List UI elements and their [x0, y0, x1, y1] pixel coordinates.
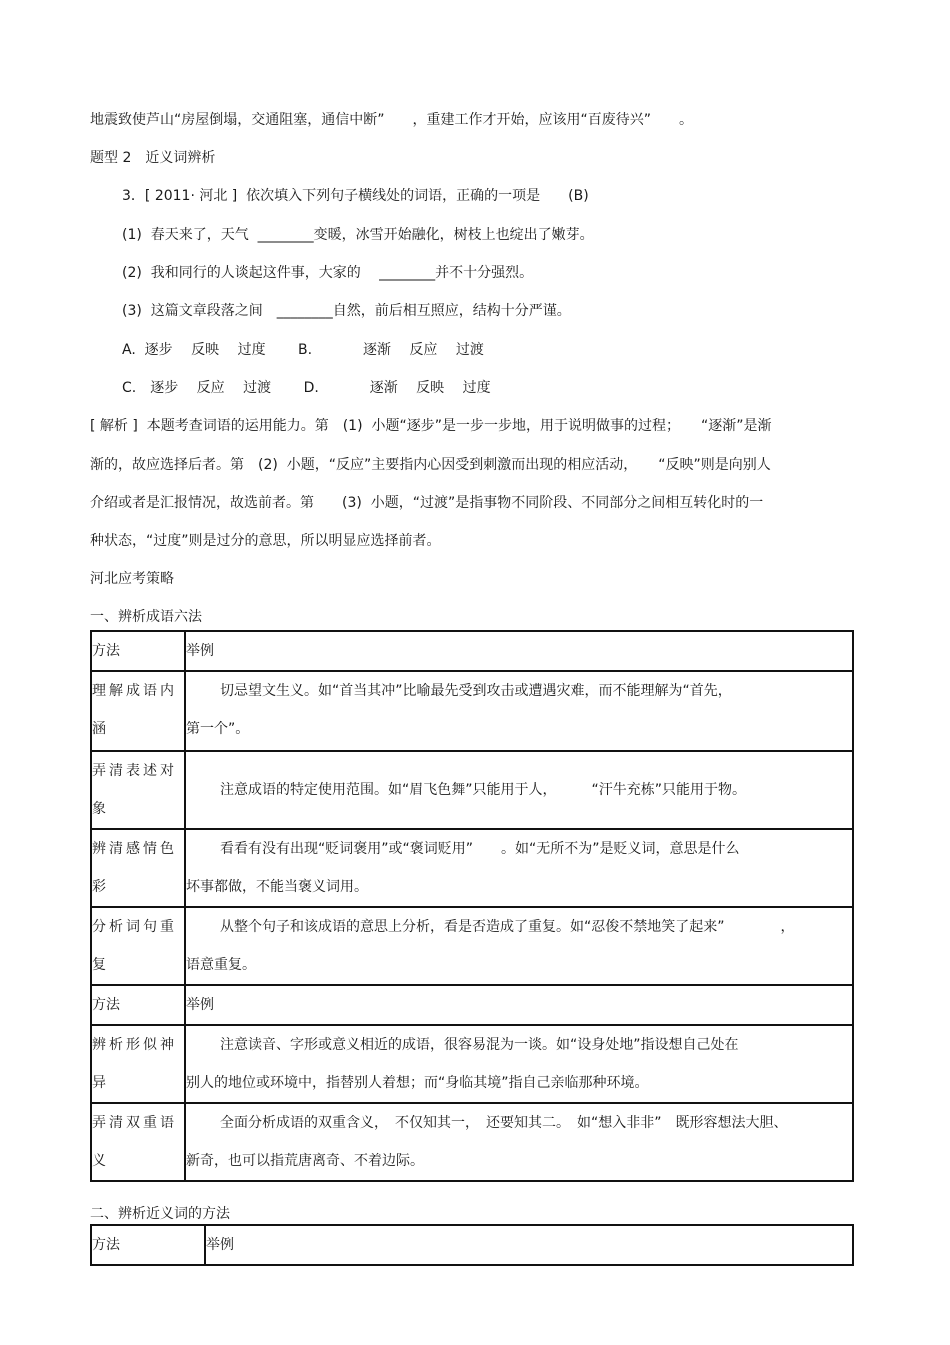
method-cell: 弄清表述对 象	[91, 751, 185, 829]
idiom-methods-heading: 一、辨析成语六法	[90, 609, 202, 625]
analysis-line-4: 种状态，“过度”则是过分的意思，所以明显应选择前者。	[90, 533, 441, 549]
header-method: 方法	[91, 631, 185, 671]
method-cell: 辨清感情色 彩	[91, 829, 185, 907]
analysis-line-2: 渐的，故应选择后者。第 (2) 小题，“反应”主要指内心因受到刺激而出现的相应活动， “反映”则是向别人	[90, 457, 771, 473]
example-cell: 注意成语的特定使用范围。如“眉飞色舞”只能用于人， “汗牛充栋”只能用于物。	[185, 751, 853, 829]
synonym-methods-table	[90, 1224, 854, 1266]
table-row	[91, 671, 853, 751]
table-header-row-repeat	[91, 985, 853, 1025]
options-a-b: A. 逐步 反映 过度 B. 逐渐 反应 过渡	[122, 342, 484, 358]
table-header-row	[91, 1225, 853, 1265]
idiom-methods-table	[90, 630, 854, 1182]
method-cell: 理解成语内 涵	[91, 671, 185, 751]
method-cell: 分析词句重 复	[91, 907, 185, 985]
table-row	[91, 907, 853, 985]
table-row	[91, 1025, 853, 1103]
sentence-2: (2) 我和同行的人谈起这件事，大家的 ________并不十分强烈。	[122, 265, 534, 281]
method-cell: 辨析形似神 异	[91, 1025, 185, 1103]
table-row	[91, 829, 853, 907]
section-heading-type2: 题型 2 近义词辨析	[90, 150, 216, 166]
header-method: 方法	[91, 985, 185, 1025]
sentence-3: (3) 这篇文章段落之间 ________自然，前后相互照应，结构十分严谨。	[122, 303, 571, 319]
header-method: 方法	[91, 1225, 205, 1265]
header-example: 举例	[185, 631, 853, 671]
table-row	[91, 1103, 853, 1181]
options-c-d: C. 逐步 反应 过渡 D. 逐渐 反映 过度	[122, 380, 491, 396]
example-cell: 看看有没有出现“贬词褒用”或“褒词贬用” 。如“无所不为”是贬义词，意思是什么 坏事都做，不能当褒义词用。	[185, 829, 853, 907]
header-example: 举例	[185, 985, 853, 1025]
table-row	[91, 751, 853, 829]
analysis-line-3: 介绍或者是汇报情况，故选前者。第 (3) 小题，“过渡”是指事物不同阶段、不同部分之间相互转化时的一	[90, 495, 764, 511]
analysis-line-1: [ 解析 ] 本题考查词语的运用能力。第 (1) 小题“逐步”是一步一步地，用于说明做事的过程； “逐渐”是渐	[90, 418, 772, 434]
example-cell: 注意读音、字形或意义相近的成语，很容易混为一谈。如“设身处地”指设想自己处在 别人的地位或环境中，指替别人着想；而“身临其境”指自己亲临那种环境。	[185, 1025, 853, 1103]
sentence-1: (1) 春天来了，天气 ________变暖，冰雪开始融化，树枝上也绽出了嫩芽。	[122, 227, 594, 243]
method-cell: 弄清双重语 义	[91, 1103, 185, 1181]
example-cell: 切忌望文生义。如“首当其冲”比喻最先受到攻击或遭遇灾难，而不能理解为“首先， 第一个”。	[185, 671, 853, 751]
synonym-methods-heading: 二、辨析近义词的方法	[90, 1206, 230, 1222]
example-cell: 全面分析成语的双重含义， 不仅知其一， 还要知其二。 如“想入非非” 既形容想法大胆、 新奇，也可以指荒唐离奇、不着边际。	[185, 1103, 853, 1181]
strategy-heading: 河北应考策略	[90, 571, 174, 587]
question-3: 3．[ 2011· 河北 ] 依次填入下列句子横线处的词语，正确的一项是 (B)	[122, 188, 589, 204]
header-example: 举例	[205, 1225, 853, 1265]
table-header-row	[91, 631, 853, 671]
text-line-1: 地震致使芦山“房屋倒塌，交通阻塞，通信中断” ，重建工作才开始，应该用“百废待兴” 。	[90, 112, 694, 128]
example-cell: 从整个句子和该成语的意思上分析，看是否造成了重复。如“忍俊不禁地笑了起来” ， 语意重复。	[185, 907, 853, 985]
